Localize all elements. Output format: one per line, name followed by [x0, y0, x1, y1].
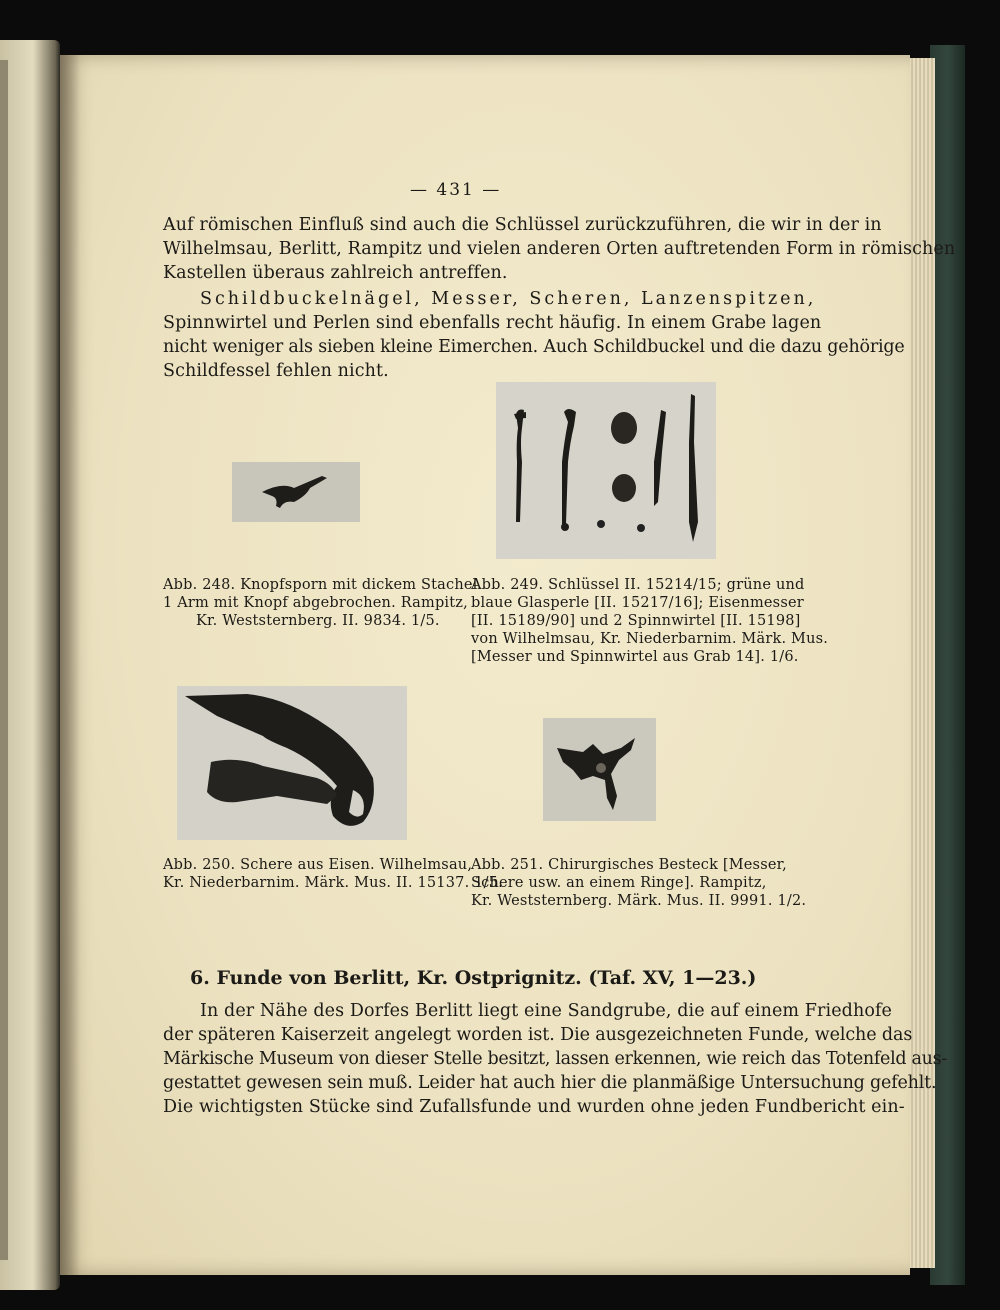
figure-248-caption-line-1: Abb. 248. Knopfsporn mit dickem Stachel.	[163, 577, 483, 593]
surgical-set-image	[543, 718, 656, 821]
intro-line-2: Wilhelmsau, Berlitt, Rampitz und vielen anderen Orten auftretenden Form in römischen	[163, 239, 956, 259]
gutter-shadow	[60, 55, 80, 1275]
figure-248-caption-line-2: 1 Arm mit Knopf abgebrochen. Rampitz,	[163, 595, 468, 611]
intro-line-3: Kastellen überaus zahlreich antreffen.	[163, 263, 508, 283]
figure-250-caption-line-1: Abb. 250. Schere aus Eisen. Wilhelmsau,	[163, 857, 473, 873]
figure-251-image	[543, 718, 656, 821]
intro-line-1: Auf römischen Einfluß sind auch die Schlüssel zurückzuführen, die wir in der in	[163, 215, 882, 235]
keys-beads-knives-image	[496, 382, 716, 559]
list-line-3: nicht weniger als sieben kleine Eimerchen. Auch Schildbuckel und die dazu gehörige	[163, 337, 905, 357]
figure-250-caption-line-2: Kr. Niederbarnim. Märk. Mus. II. 15137. 1/5.	[163, 875, 503, 891]
left-page-edge	[0, 60, 8, 1260]
figure-251-caption-line-2: Schere usw. an einem Ringe]. Rampitz,	[471, 875, 767, 891]
book-cover-edge	[930, 45, 965, 1285]
list-line-4: Schildfessel fehlen nicht.	[163, 361, 389, 381]
figure-251-caption-line-1: Abb. 251. Chirurgisches Besteck [Messer,	[471, 857, 787, 873]
figure-249-caption-line-3: [II. 15189/90] und 2 Spinnwirtel [II. 15198]	[471, 613, 801, 629]
closing-line-3: Märkische Museum von dieser Stelle besitzt, lassen erkennen, wie reich das Totenfeld aus-	[163, 1049, 947, 1069]
figure-248-caption-line-3: Kr. Weststernberg. II. 9834. 1/5.	[196, 613, 440, 629]
closing-line-5: Die wichtigsten Stücke sind Zufallsfunde und wurden ohne jeden Fundbericht ein-	[163, 1097, 905, 1117]
figure-249-image	[496, 382, 716, 559]
closing-line-4: gestattet gewesen sein muß. Leider hat auch hier die planmäßige Untersuchung gefehlt.	[163, 1073, 937, 1093]
page-number: — 431 —	[410, 180, 502, 200]
closing-line-1: In der Nähe des Dorfes Berlitt liegt eine Sandgrube, die auf einem Friedhofe	[200, 1001, 892, 1021]
list-line-2: Spinnwirtel und Perlen sind ebenfalls recht häufig. In einem Grabe lagen	[163, 313, 822, 333]
figure-249-caption-line-1: Abb. 249. Schlüssel II. 15214/15; grüne und	[471, 577, 805, 593]
section-heading: 6. Funde von Berlitt, Kr. Ostprignitz. (Taf. XV, 1—23.)	[190, 967, 757, 989]
figure-251-caption-line-3: Kr. Weststernberg. Märk. Mus. II. 9991. 1/2.	[471, 893, 807, 909]
figure-250-image	[177, 686, 407, 840]
shears-image	[177, 686, 407, 840]
spur-image	[232, 462, 360, 522]
figure-248-image	[232, 462, 360, 522]
figure-249-caption-line-4: von Wilhelmsau, Kr. Niederbarnim. Märk. Mus.	[471, 631, 829, 647]
closing-line-2: der späteren Kaiserzeit angelegt worden ist. Die ausgezeichneten Funde, welche das	[163, 1025, 913, 1045]
figure-249-caption-line-2: blaue Glasperle [II. 15217/16]; Eisenmesser	[471, 595, 804, 611]
figure-249-caption-line-5: [Messer und Spinnwirtel aus Grab 14]. 1/6.	[471, 649, 799, 665]
left-page-binding	[0, 40, 60, 1290]
list-line-1: Schildbuckelnägel, Messer, Scheren, Lanzenspitzen,	[200, 289, 817, 309]
